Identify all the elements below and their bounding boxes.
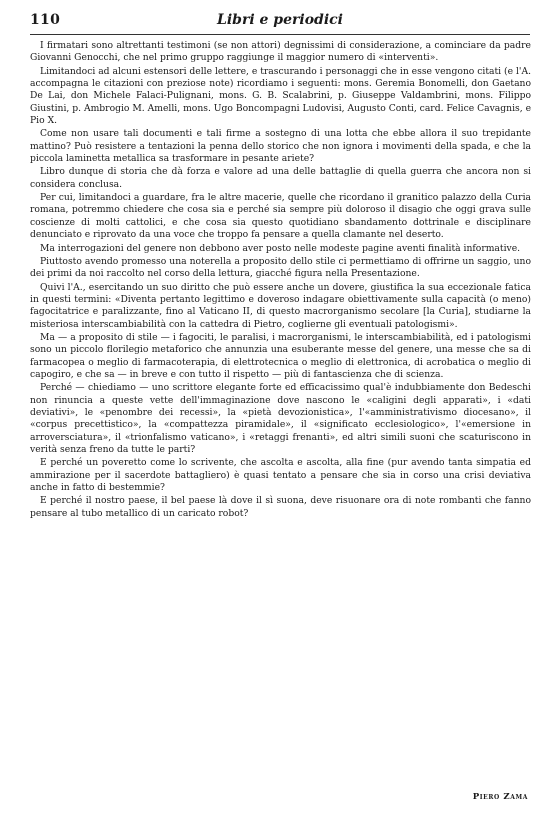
paragraph: Come non usare tali documenti e tali firme a sostegno di una lotta che ebbe allora il suo trepidante mattino? Può resistere a tentazioni la penna dello storico che non ignora i movimenti della spada, e che la piccola laminetta metallica sa trasformare in pesante ariete?: [30, 128, 531, 165]
running-title: Libri e periodici: [217, 12, 343, 28]
page-number: 110: [30, 12, 61, 28]
paragraph: Piuttosto avendo promesso una noterella a proposito dello stile ci permettiamo di offrirne un saggio, uno dei primi da noi raccolto nel corso della lettura, giacché figura nella Presentazione.: [30, 255, 531, 280]
paragraph: Ma interrogazioni del genere non debbono aver posto nelle modeste pagine aventi finalità informative.: [40, 242, 521, 254]
author-signature: Piero Zama: [472, 792, 528, 802]
paragraph: E perché il nostro paese, il bel paese là dove il sì suona, deve risuonare ora di note rombanti che fanno pensare al tubo metallico di un caricato robot?: [30, 495, 531, 519]
paragraph: Ma — a proposito di stile — i fagociti, le paralisi, i macrorganismi, le interscambiabilità, ed i patologismi sono un piccolo florilegio metaforico che annunzia una esuberante messe del genere, una messe che sa di farmacopea o meglio di farmacoterapia, di elettrotecnica o meglio di elettronica, di acrobatica o meglio di capogiro, e che sa — in breve e con tutto il rispetto — più di fantascienza che di scienza.: [30, 331, 531, 380]
page-header: [30, 12, 530, 35]
paragraph: I firmatari sono altrettanti testimoni (se non attori) degnissimi di considerazione, a cominciare da padre Giovanni Genocchi, che nel primo gruppo raggiunge il maggior numero di «interventi».: [30, 40, 531, 64]
paragraph: Limitandoci ad alcuni estensori delle lettere, e trascurando i personaggi che in esse vengono citati (e l'A. accompagna le citazioni con preziose note) ricordiamo i seguenti: mons. Geremia Bonomelli, don Gaetano De Lai, don Michele Falaci-Pulignani, mons. G. B. Scalabrini, p. Giuseppe Valdambrini, mons. Filippo Giustini, p. Ambrogio M. Amelli, mons. Ugo Boncompagni Ludovisi, Augusto Conti, card. Felice Cavagnis, e Pio X.: [30, 65, 532, 127]
paragraph: Perché — chiediamo — uno scrittore elegante forte ed efficacissimo qual'è indubbiamente don Bedeschi non rinuncia a queste vette dell'immaginazione dove nascono le «caligini degli apparati», i «dati deviativi», le «penombre dei recessi», la «pietà devozionistica», l'«amministrativismo diocesano», il «corpus precettistico», la «compattezza piramidale», il «significato ecclesiologico», l'«emersione in arroversciatura», il «trionfalismo vaticano», i «retaggi frenanti», ed altri simili suoni che scaturiscono in verità senza freno da tutte le parti?: [30, 382, 531, 455]
article-body: [30, 40, 531, 521]
paragraph: Per cui, limitandoci a guardare, fra le altre macerie, quelle che ricordano il granitico palazzo della Curia romana, potremmo chiedere che cosa sia e perché sia sempre più doloroso il disagio che oggi grava sulle coscienze di molti cattolici, e che cosa sia questo quotidiano sbandamento dottrinale e disciplinare denunciato e riprovato da una voce che troppo fa pensare a quella clamante nel deserto.: [30, 192, 531, 241]
paragraph: E perché un poveretto come lo scrivente, che ascolta e ascolta, alla fine (pur avendo tanta simpatia ed ammirazione per il sacerdote battagliero) è quasi tentato a pensare che sia in corso una crisi deviativa anche in fatto di bestemmie?: [30, 457, 531, 494]
paragraph: Libro dunque di storia che dà forza e valore ad una delle battaglie di quella guerra che ancora non si considera conclusa.: [30, 166, 531, 190]
paragraph: Quivi l'A., esercitando un suo diritto che può essere anche un dovere, giustifica la sua eccezionale fatica in questi termini: «Diventa pertanto legittimo e doveroso indagare obiettivamente sulla capacità (o meno) fagocitatrice e paralizzante, fino al Vaticano II, di questo macrorganismo secolare [la Curia], studiarne la misteriosa interscambiabilità con la cattedra di Pietro, coglierne gli eventuali patologismi».: [30, 281, 531, 330]
